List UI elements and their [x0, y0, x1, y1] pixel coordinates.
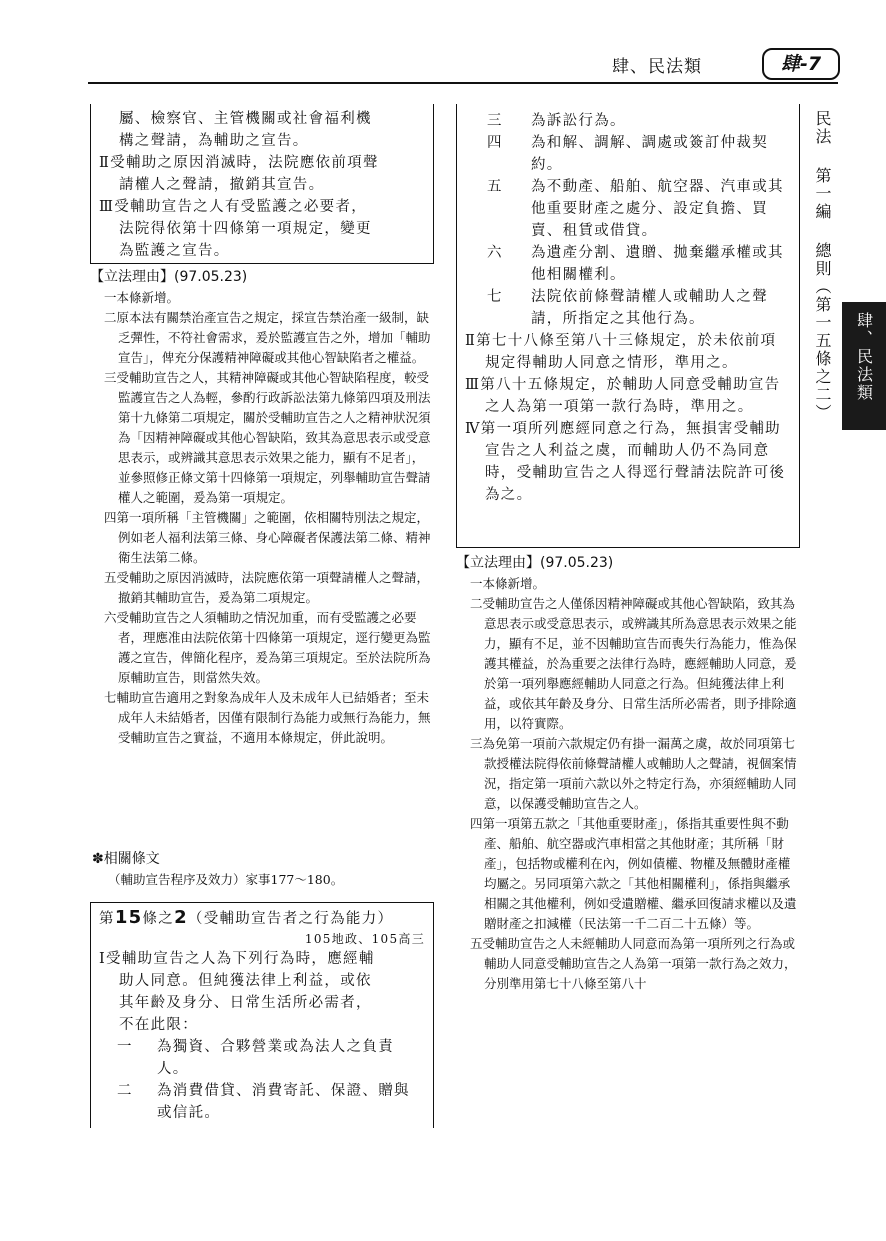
- reason-item: 三為免第一項前六款規定仍有掛一漏萬之虞，故於同項第七款授權法院得依前條聲請權人或輔助人之聲請，視個案情況，指定第一項前六款以外之特定行為，亦須經輔助人同意，以保護受輔助宣告之人。: [470, 736, 797, 811]
- item-number: 一: [117, 1039, 133, 1055]
- reason-item: 一本條新增。: [104, 290, 180, 305]
- article-number: 15: [114, 907, 143, 928]
- item-number: 五: [487, 179, 503, 195]
- law-item: [465, 110, 791, 132]
- left-law-box-article: [90, 902, 434, 1128]
- law-item: [465, 176, 791, 242]
- article-heading: [99, 907, 425, 930]
- reason-item: 七輔助宣告適用之對象為成年人及未成年人已結婚者；至未成年人未結婚者，因僅有限制行為能力或無行為能力，無受輔助宣告之實益，不適用本條規定，併此說明。: [104, 690, 431, 745]
- item-text: 為獨資、合夥營業或為法人之負責人。: [157, 1039, 394, 1077]
- law-line: 其年齡及身分、日常生活所必需者，: [119, 995, 372, 1011]
- law-line: Ⅲ受輔助宣告之人有受監護之必要者，: [99, 199, 368, 215]
- item-number: 六: [487, 245, 503, 261]
- law-line: 請權人之聲請，撤銷其宣告。: [119, 177, 325, 193]
- item-number: 三: [487, 113, 503, 129]
- law-line: Ⅰ受輔助宣告之人為下列行為時，應經輔: [99, 951, 375, 967]
- law-line: Ⅱ受輔助之原因消滅時，法院應依前項聲: [99, 155, 379, 171]
- law-item: [465, 286, 791, 330]
- reason-item: 三受輔助宣告之人，其精神障礙或其他心智缺陷程度，較受監護宣告之人為輕，參酌行政訴訟法第九條第四項及刑法第十九條第二項規定，關於受輔助宣告之人之精神狀況須為「因精神障礙或其他心智缺陷，致其為意思表示或受意思表示，或辨識其意思表示效果之能力，顯有不足者」，並參照修正條文第十四條第一項規定，列舉輔助宣告聲請權人之範圍，爰為第一項規定。: [104, 370, 431, 505]
- reason-item: 二受輔助宣告之人僅係因精神障礙或其他心智缺陷，致其為意思表示或受意思表示，或辨識其所為意思表示效果之能力，顯有不足，並不因輔助宣告而喪失行為能力，惟為保護其權益，於為重要之法律行為時，應經輔助人同意，爰於第一項列舉應經輔助人同意之行為。但純獲法律上利益，或依其年齡及身分、日常生活所必需者，則予排除適用，以符實際。: [470, 596, 797, 731]
- side-vertical-title: 民法 第一編 總則（第一五條之二）: [813, 110, 832, 422]
- law-line: 為監護之宣告。: [119, 243, 230, 259]
- chapter-tab[interactable]: [842, 302, 886, 430]
- law-paragraph: Ⅲ第八十五條規定，於輔助人同意受輔助宣告之人為第一項第一款行為時，準用之。: [465, 377, 781, 415]
- law-item: [465, 242, 791, 286]
- article-sub-number: 2: [174, 907, 188, 928]
- law-line: 構之聲請，為輔助之宣告。: [119, 133, 309, 149]
- right-reason-title: 【立法理由】(97.05.23): [456, 555, 614, 571]
- law-line: 法院得依第十四條第一項規定，變更: [119, 221, 372, 237]
- reason-item: 五受輔助宣告之人未經輔助人同意而為第一項所列之行為或輔助人同意受輔助宣告之人為第一項第一款行為之效力，分別準用第七十八條至第八十: [470, 936, 797, 991]
- article-mid: 條之: [142, 911, 175, 927]
- reason-item: 二原本法有關禁治產宣告之規定，採宣告禁治產一級制，缺乏彈性，不符社會需求，爰於監護宣告之外，增加「輔助宣告」，俾充分保護精神障礙或其他心智缺陷者之權益。: [104, 310, 431, 365]
- reason-item: 五受輔助之原因消滅時，法院應依第一項聲請權人之聲請，撤銷其輔助宣告，爰為第二項規定。: [104, 570, 430, 605]
- related-articles-text: （輔助宣告程序及效力）家事177～180。: [108, 872, 344, 887]
- law-item: [99, 1036, 425, 1080]
- law-line: 不在此限：: [119, 1017, 198, 1033]
- item-number: 七: [487, 289, 503, 305]
- reason-item: 四第一項第五款之「其他重要財產」，係指其重要性與不動產、船舶、航空器或汽車相當之其他財產；其所稱「財產」，包括物或權利在內，例如債權、物權及無體財產權均屬之。另同項第六款之「其他相關權利」，係指與繼承相關之其他權利，例如受遺贈權、繼承回復請求權以及遺贈財產之扣減權（民法第一千二百二十五條）等。: [470, 816, 797, 931]
- article-caption: （受輔助宣告者之行為能力）: [187, 911, 394, 927]
- exam-note: 105地政、105高三: [304, 932, 425, 946]
- item-text: 為訴訟行為。: [531, 113, 626, 129]
- item-text: 為和解、調解、調處或簽訂仲裁契約。: [531, 135, 768, 173]
- law-item: [99, 1080, 425, 1124]
- law-line: 屬、檢察官、主管機關或社會福利機: [119, 111, 372, 127]
- reason-item: 六受輔助宣告之人須輔助之情況加重，而有受監護之必要者，理應准由法院依第十四條第一項規定，逕行變更為監護之宣告，俾簡化程序，爰為第三項規定。至於法院所為原輔助宣告，則當然失效。: [104, 610, 431, 685]
- law-line: 助人同意。但純獲法律上利益，或依: [119, 973, 372, 989]
- item-number: 二: [117, 1083, 133, 1099]
- header-rule: [88, 82, 838, 84]
- chapter-tab-label: 肆、民法類: [854, 312, 874, 402]
- law-paragraph: Ⅱ第七十八條至第八十三條規定，於未依前項規定得輔助人同意之情形，準用之。: [465, 333, 777, 371]
- reason-item: 四第一項所稱「主管機關」之範圍，依相關特別法之規定，例如老人福利法第三條、身心障礙者保護法第二條、精神衛生法第二條。: [104, 510, 431, 565]
- left-reasons: [104, 288, 436, 748]
- item-text: 為遺產分割、遺贈、拋棄繼承權或其他相關權利。: [531, 245, 784, 283]
- item-text: 為不動產、船舶、航空器、汽車或其他重要財產之處分、設定負擔、買賣、租賃或借貸。: [531, 179, 784, 239]
- law-item: [465, 132, 791, 176]
- item-number: 四: [487, 135, 503, 151]
- right-reasons: [470, 574, 800, 994]
- header-section-title: 肆、民法類: [612, 57, 702, 77]
- related-articles-title: ✽相關條文: [92, 851, 160, 867]
- right-law-box: [456, 104, 800, 548]
- left-reason-title: 【立法理由】(97.05.23): [90, 269, 248, 285]
- law-paragraph: Ⅳ第一項所列應經同意之行為，無損害受輔助宣告之人利益之虞，而輔助人仍不為同意時，受輔助宣告之人得逕行聲請法院許可後為之。: [465, 421, 786, 503]
- item-text: 為消費借貸、消費寄託、保證、贈與或信託。: [157, 1083, 410, 1121]
- left-law-box-top: [90, 104, 434, 264]
- page-number-badge: 肆-7: [762, 48, 840, 80]
- item-text: 法院依前條聲請權人或輔助人之聲請，所指定之其他行為。: [531, 289, 768, 327]
- reason-item: 一本條新增。: [470, 576, 546, 591]
- article-prefix: 第: [99, 911, 115, 927]
